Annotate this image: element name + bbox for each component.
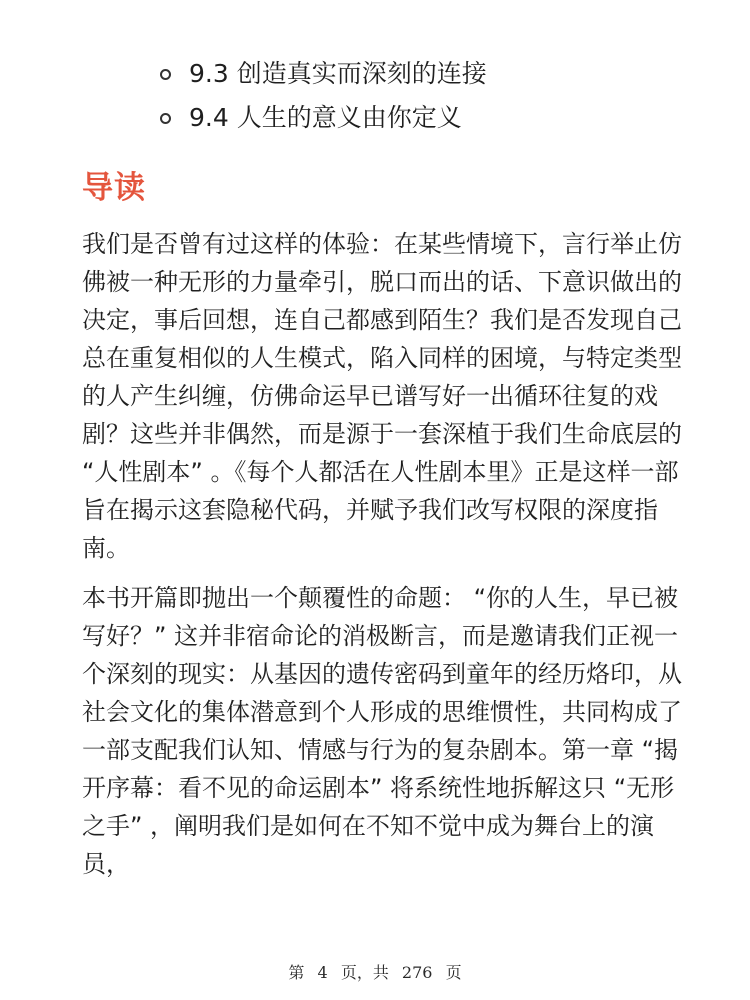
- toc-item-label: 9.4 人生的意义由你定义: [189, 103, 462, 132]
- page-number: 4: [317, 963, 328, 982]
- page-suffix: 页，共: [340, 963, 389, 982]
- section-body: [82, 225, 692, 895]
- page-footer: [0, 963, 750, 983]
- toc-item-label: 9.3 创造真实而深刻的连接: [189, 59, 487, 88]
- page-prefix: 第: [288, 963, 305, 982]
- paragraph: 本书开篇即抛出一个颠覆性的命题： “你的人生，早已被写好？” 这并非宿命论的消极断言，而是邀请我们正视一个深刻的现实：从基因的遗传密码到童年的经历烙印，从社会文化的集体潜意到个人形成的思维惯性，共同构成了一部支配我们认知、情感与行为的复杂剧本。第一章 “揭开序幕：看不见的命运剧本” 将系统性地拆解这只 “无形之手” ，阐明我们是如何在不知不觉中成为舞台上的演员，: [82, 584, 682, 878]
- toc-item: [160, 52, 680, 96]
- section-heading: 导读: [82, 170, 146, 206]
- total-pages: 276: [401, 963, 433, 982]
- paragraph: 我们是否曾有过这样的体验：在某些情境下，言行举止仿佛被一种无形的力量牵引，脱口而出的话、下意识做出的决定，事后回想，连自己都感到陌生？我们是否发现自己总在重复相似的人生模式，陷入同样的困境，与特定类型的人产生纠缠，仿佛命运早已谱写好一出循环往复的戏剧？这些并非偶然，而是源于一套深植于我们生命底层的 “人性剧本” 。《每个人都活在人性剧本里》正是这样一部旨在揭示这套隐秘代码，并赋予我们改写权限的深度指南。: [82, 230, 682, 562]
- toc-item: [160, 96, 680, 140]
- hollow-bullet-icon: [160, 113, 171, 124]
- hollow-bullet-icon: [160, 69, 171, 80]
- total-suffix: 页: [445, 963, 462, 982]
- table-of-contents: [160, 52, 680, 140]
